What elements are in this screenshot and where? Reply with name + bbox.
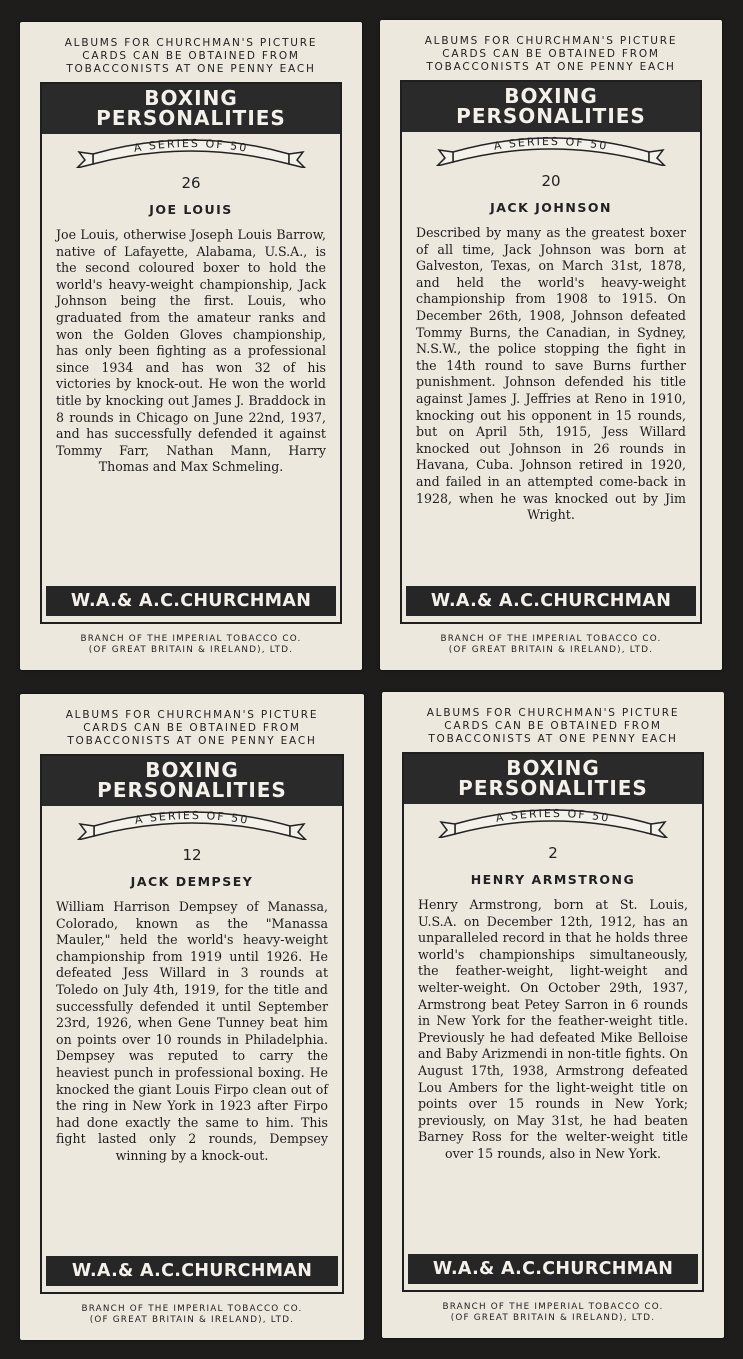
footer-line: (OF GREAT BRITAIN & IRELAND), LTD. bbox=[450, 1313, 656, 1323]
card-frame bbox=[40, 82, 342, 624]
card-frame bbox=[400, 80, 702, 624]
card-number: 2 bbox=[548, 844, 558, 862]
card-number: 12 bbox=[182, 846, 202, 864]
maker-banner: W.A.& A.C.CHURCHMAN bbox=[46, 1256, 338, 1286]
boxer-name: JOE LOUIS bbox=[149, 202, 233, 217]
albums-notice bbox=[42, 709, 342, 748]
albums-line: TOBACCONISTS AT ONE PENNY EACH bbox=[67, 735, 317, 747]
cigarette-card-jack-johnson bbox=[380, 20, 722, 670]
albums-line: ALBUMS FOR CHURCHMAN'S PICTURE bbox=[64, 37, 318, 49]
albums-line: CARDS CAN BE OBTAINED FROM bbox=[83, 722, 301, 734]
series-title-line: BOXING bbox=[504, 84, 598, 108]
card-frame bbox=[40, 754, 344, 1294]
albums-line: TOBACCONISTS AT ONE PENNY EACH bbox=[426, 61, 676, 73]
ribbon-emblem-icon bbox=[431, 128, 671, 166]
ribbon-emblem-icon bbox=[71, 130, 311, 168]
albums-line: TOBACCONISTS AT ONE PENNY EACH bbox=[428, 733, 678, 745]
series-ribbon bbox=[402, 130, 700, 164]
boxer-biography: William Harrison Dempsey of Manassa, Colorado, known as the "Manassa Mauler," held the world's heavy-weight championship from 1919 until 1926. He defeated Jess Willard in 3 rounds at Toledo on July 4th, 1919, for the title and successfully defended it until September 23rd, 1926, when Gene Tunney beat him on points over 10 rounds in Philadelphia. Dempsey was reputed to carry the heaviest punch in professional boxing. He knocked the giant Louis Firpo clean out of the ring in New York in 1923 after Firpo had done exactly the same to him. This fight lasted only 2 rounds, Dempsey winning by a knock-out. bbox=[56, 899, 328, 1163]
cigarette-card-joe-louis bbox=[20, 22, 362, 670]
albums-line: ALBUMS FOR CHURCHMAN'S PICTURE bbox=[426, 707, 680, 719]
albums-line: ALBUMS FOR CHURCHMAN'S PICTURE bbox=[424, 35, 678, 47]
maker-banner: W.A.& A.C.CHURCHMAN bbox=[406, 586, 696, 616]
albums-line: CARDS CAN BE OBTAINED FROM bbox=[442, 48, 660, 60]
series-title-banner bbox=[402, 82, 700, 132]
series-title-banner bbox=[404, 754, 702, 804]
ribbon-emblem-icon bbox=[433, 800, 673, 838]
albums-notice bbox=[402, 35, 700, 74]
series-ribbon bbox=[42, 132, 340, 166]
footer-line: BRANCH OF THE IMPERIAL TOBACCO CO. bbox=[80, 634, 302, 644]
albums-notice bbox=[42, 37, 340, 76]
boxer-biography: Joe Louis, otherwise Joseph Louis Barrow, native of Lafayette, Alabama, U.S.A., is the second coloured boxer to hold the world's heavy-weight championship, Jack Johnson being the first. Louis, who graduated from the amateur ranks and won the Golden Gloves championship, has only been fighting as a professional since 1934 and has won 32 of his victories by knock-out. He won the world title by knocking out James J. Braddock in 8 rounds in Chicago on June 22nd, 1937, and has successfully defended it against Tommy Farr, Nathan Mann, Harry Thomas and Max Schmeling. bbox=[56, 227, 326, 475]
ribbon-text: A SERIES OF 50 bbox=[132, 136, 250, 155]
cigarette-card-henry-armstrong bbox=[382, 692, 724, 1338]
company-footer bbox=[380, 634, 722, 656]
series-title-line: PERSONALITIES bbox=[458, 776, 648, 800]
series-title-line: PERSONALITIES bbox=[456, 104, 646, 128]
series-title-banner bbox=[42, 84, 340, 134]
series-title-banner bbox=[42, 756, 342, 806]
card-frame bbox=[402, 752, 704, 1292]
footer-line: BRANCH OF THE IMPERIAL TOBACCO CO. bbox=[442, 1302, 664, 1312]
ribbon-text: A SERIES OF 50 bbox=[133, 808, 251, 827]
footer-line: BRANCH OF THE IMPERIAL TOBACCO CO. bbox=[81, 1304, 303, 1314]
ribbon-text: A SERIES OF 50 bbox=[494, 806, 612, 825]
footer-line: (OF GREAT BRITAIN & IRELAND), LTD. bbox=[89, 1315, 295, 1325]
card-number: 26 bbox=[181, 174, 201, 192]
boxer-name: HENRY ARMSTRONG bbox=[470, 872, 636, 887]
boxer-name: JACK DEMPSEY bbox=[130, 874, 254, 889]
series-ribbon bbox=[42, 804, 342, 838]
albums-line: TOBACCONISTS AT ONE PENNY EACH bbox=[66, 63, 316, 75]
albums-line: ALBUMS FOR CHURCHMAN'S PICTURE bbox=[65, 709, 319, 721]
ribbon-text: A SERIES OF 50 bbox=[492, 134, 610, 153]
series-title-line: PERSONALITIES bbox=[96, 106, 286, 130]
company-footer bbox=[20, 1304, 364, 1326]
company-footer bbox=[382, 1302, 724, 1324]
maker-banner: W.A.& A.C.CHURCHMAN bbox=[408, 1254, 698, 1284]
series-title-line: BOXING bbox=[506, 756, 600, 780]
footer-line: (OF GREAT BRITAIN & IRELAND), LTD. bbox=[88, 645, 294, 655]
boxer-biography: Described by many as the greatest boxer of all time, Jack Johnson was born at Galveston, Texas, on March 31st, 1878, and held the world's heavy-weight championship from 1908 to 1915. On December 26th, 1908, Johnson defeated Tommy Burns, the Canadian, in Sydney, N.S.W., the police stopping the fight in the 14th round to save Burns further punishment. Johnson defended his title against James J. Jeffries at Reno in 1910, knocking out his opponent in 15 rounds, but on April 5th, 1915, Jess Willard knocked out Johnson in 26 rounds in Havana, Cuba. Johnson retired in 1920, and failed in an attempted come-back in 1928, when he was knocked out by Jim Wright. bbox=[416, 225, 686, 523]
albums-line: CARDS CAN BE OBTAINED FROM bbox=[444, 720, 662, 732]
footer-line: BRANCH OF THE IMPERIAL TOBACCO CO. bbox=[440, 634, 662, 644]
series-title-line: BOXING bbox=[145, 758, 239, 782]
company-footer bbox=[20, 634, 362, 656]
series-title-line: BOXING bbox=[144, 86, 238, 110]
footer-line: (OF GREAT BRITAIN & IRELAND), LTD. bbox=[448, 645, 654, 655]
series-title-line: PERSONALITIES bbox=[97, 778, 287, 802]
ribbon-emblem-icon bbox=[72, 802, 312, 840]
albums-notice bbox=[404, 707, 702, 746]
boxer-name: JACK JOHNSON bbox=[490, 200, 612, 215]
boxer-biography: Henry Armstrong, born at St. Louis, U.S.A. on December 12th, 1912, has an unparalleled record in that he holds three world's championships simultaneously, the feather-weight, light-weight and welter-weight. On October 29th, 1937, Armstrong beat Petey Sarron in 6 rounds in New York for the feather-weight title. Previously he had defeated Mike Belloise and Baby Arizmendi in non-title fights. On August 17th, 1938, Armstrong defeated Lou Ambers for the light-weight title on points over 15 rounds in New York; previously, on May 31st, he had beaten Barney Ross for the welter-weight title over 15 rounds, also in New York. bbox=[418, 897, 688, 1161]
maker-banner: W.A.& A.C.CHURCHMAN bbox=[46, 586, 336, 616]
cigarette-card-jack-dempsey bbox=[20, 694, 364, 1340]
albums-line: CARDS CAN BE OBTAINED FROM bbox=[82, 50, 300, 62]
series-ribbon bbox=[404, 802, 702, 836]
card-number: 20 bbox=[541, 172, 561, 190]
